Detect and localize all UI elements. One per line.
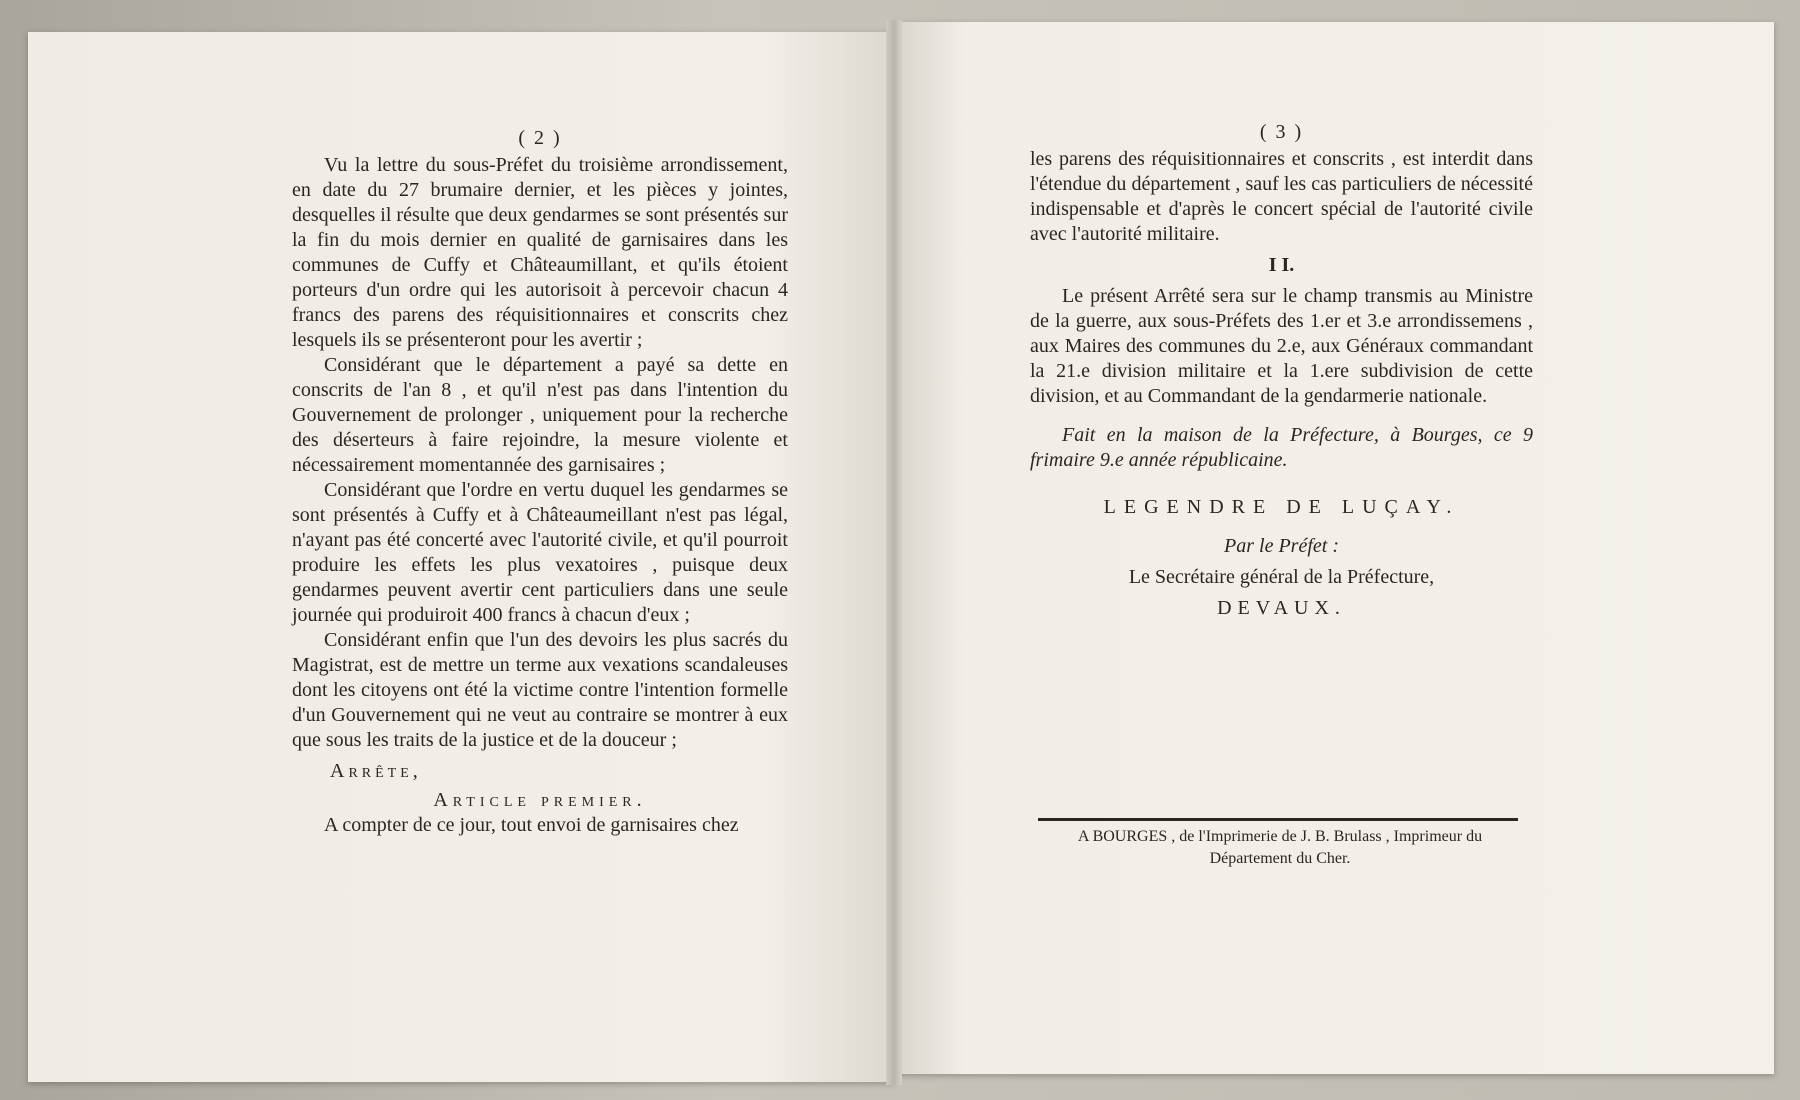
printer-imprint: A BOURGES , de l'Imprimerie de J. B. Brulass , Imprimeur du Département du Cher. [1077, 828, 1483, 867]
article-premier-heading: Article premier. [433, 789, 647, 811]
article-premier-text: A compter de ce jour, tout envoi de garnisaires chez [324, 814, 739, 836]
article-premier-continuation: les parens des réquisitionnaires et conscrits , est interdit dans l'étendue du département , sauf les cas particuliers de nécessité indispensable et d'après le concert spécial de l'autorité civile avec l'autorité militaire. [1030, 148, 1533, 245]
right-page-text [1030, 120, 1533, 621]
paragraph-vu-la-lettre: Vu la lettre du sous-Préfet du troisième arrondissement, en date du 27 brumaire dernier, et les pièces y jointes, desquelles il résulte que deux gendarmes se sont présentés sur la fin du mois dernier en qualité de garnisaires dans les communes de Cuffy et Châteaumillant, et qu'ils étoient porteurs d'un ordre qui les autorisoit à percevoir chacun 4 francs des parens des réquisitionnaires et conscrits chez lesquels ils se présenteront pour les avertir ; [292, 154, 788, 351]
arrete-heading: Arrête, [330, 760, 422, 782]
paragraph-considerant-dette: Considérant que le département a payé sa dette en conscrits de l'an 8 , et qu'il n'est pas dans l'intention du Gouvernement de prolonger , uniquement pour la recherche des déserteurs à faire rejoindre, la mesure violente et nécessairement momentannée des garnisaires ; [292, 354, 788, 476]
prefect-signature: LEGENDRE DE LUÇAY. [1103, 496, 1460, 518]
book-spine [886, 20, 902, 1085]
article-two-number: I I. [1268, 254, 1295, 276]
secretaire-general-title: Le Secrétaire général de la Préfecture, [1128, 566, 1435, 588]
par-le-prefet: Par le Préfet : [1224, 535, 1339, 557]
left-page-text [292, 126, 788, 838]
secretaire-signature: DEVAUX. [1217, 597, 1346, 619]
paragraph-considerant-ordre: Considérant que l'ordre en vertu duquel les gendarmes se sont présentés à Cuffy et à Châteaumeillant n'est pas légal, n'ayant pas été concerté avec l'autorité civile, et qu'il pourroit produire les effets les plus vexatoires , puisque deux gendarmes peuvent avertir cent particuliers dans une seule journée qui produiroit 400 francs à chacun d'eux ; [292, 479, 788, 626]
right-page-number: ( 3 ) [1259, 121, 1304, 143]
left-page-number: ( 2 ) [518, 127, 562, 149]
article-two-text: Le présent Arrêté sera sur le champ transmis au Ministre de la guerre, aux sous-Préfets des 1.er et 3.e arrondissemens , aux Maires des communes du 2.e, aux Généraux commandant la 21.e division militaire et la 1.ere subdivision de cette division, et au Commandant de la gendarmerie nationale. [1030, 285, 1533, 407]
paragraph-considerant-enfin: Considérant enfin que l'un des devoirs les plus sacrés du Magistrat, est de mettre un terme aux vexations scandaleuses dont les citoyens ont été la victime contre l'intention formelle d'un Gouvernement qui ne veut au contraire se montrer à eux que sous les traits de la justice et de la douceur ; [292, 629, 788, 751]
imprint-rule [1038, 818, 1518, 821]
date-place-line: Fait en la maison de la Préfecture, à Bourges, ce 9 frimaire 9.e année républicaine. [1030, 424, 1533, 471]
